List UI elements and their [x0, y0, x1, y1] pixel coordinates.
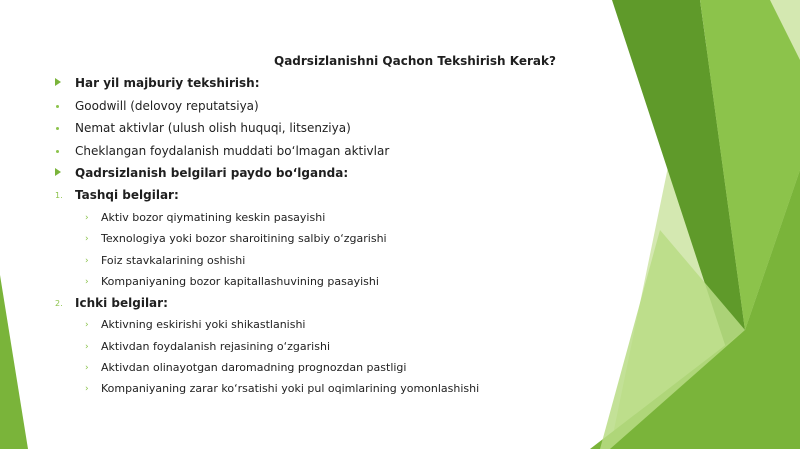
- dot-bullet-icon: [56, 105, 59, 108]
- sub-bullet-text: Texnologiya yoki bozor sharoitining salbiy o‘zgarishi: [101, 232, 387, 245]
- bullet-text: Cheklangan foydalanish muddati bo‘lmagan aktivlar: [75, 144, 390, 158]
- sub-bullet-text: Aktivdan foydalanish rejasining o‘zgarishi: [101, 340, 330, 353]
- number-marker: 1.: [55, 191, 63, 200]
- triangle-bullet-icon: [55, 168, 61, 176]
- arrow-bullet-icon: ›: [85, 384, 89, 394]
- dot-bullet-icon: [56, 150, 59, 153]
- bullet-text: Nemat aktivlar (ulush olish huquqi, litsenziya): [75, 121, 351, 135]
- bullet-text: Ichki belgilar:: [75, 296, 168, 310]
- sub-bullet-text: Aktiv bozor qiymatining keskin pasayishi: [101, 211, 326, 224]
- sub-bullet-text: Kompaniyaning bozor kapitallashuvining pasayishi: [101, 275, 379, 288]
- arrow-bullet-icon: ›: [85, 256, 89, 266]
- left-green-shape: [0, 275, 28, 449]
- bullet-text: Tashqi belgilar:: [75, 188, 179, 202]
- sub-bullet-text: Aktivning eskirishi yoki shikastlanishi: [101, 318, 306, 331]
- sub-bullet-text: Aktivdan olinayotgan daromadning prognozdan pastligi: [101, 361, 407, 374]
- arrow-bullet-icon: ›: [85, 277, 89, 287]
- dot-bullet-icon: [56, 127, 59, 130]
- bullet-text: Har yil majburiy tekshirish:: [75, 76, 260, 90]
- sub-bullet-text: Kompaniyaning zarar ko‘rsatishi yoki pul oqimlarining yomonlashishi: [101, 382, 480, 395]
- number-marker: 2.: [55, 299, 63, 308]
- bullet-text: Qadrsizlanish belgilari paydo bo‘lganda:: [75, 166, 349, 180]
- triangle-bullet-icon: [55, 78, 61, 86]
- arrow-bullet-icon: ›: [85, 363, 89, 373]
- sub-bullet-text: Foiz stavkalarining oshishi: [101, 254, 246, 267]
- arrow-bullet-icon: ›: [85, 342, 89, 352]
- arrow-bullet-icon: ›: [85, 234, 89, 244]
- bullet-text: Goodwill (delovoy reputatsiya): [75, 99, 259, 113]
- slide-title: Qadrsizlanishni Qachon Tekshirish Kerak?: [274, 54, 556, 68]
- arrow-bullet-icon: ›: [85, 320, 89, 330]
- arrow-bullet-icon: ›: [85, 213, 89, 223]
